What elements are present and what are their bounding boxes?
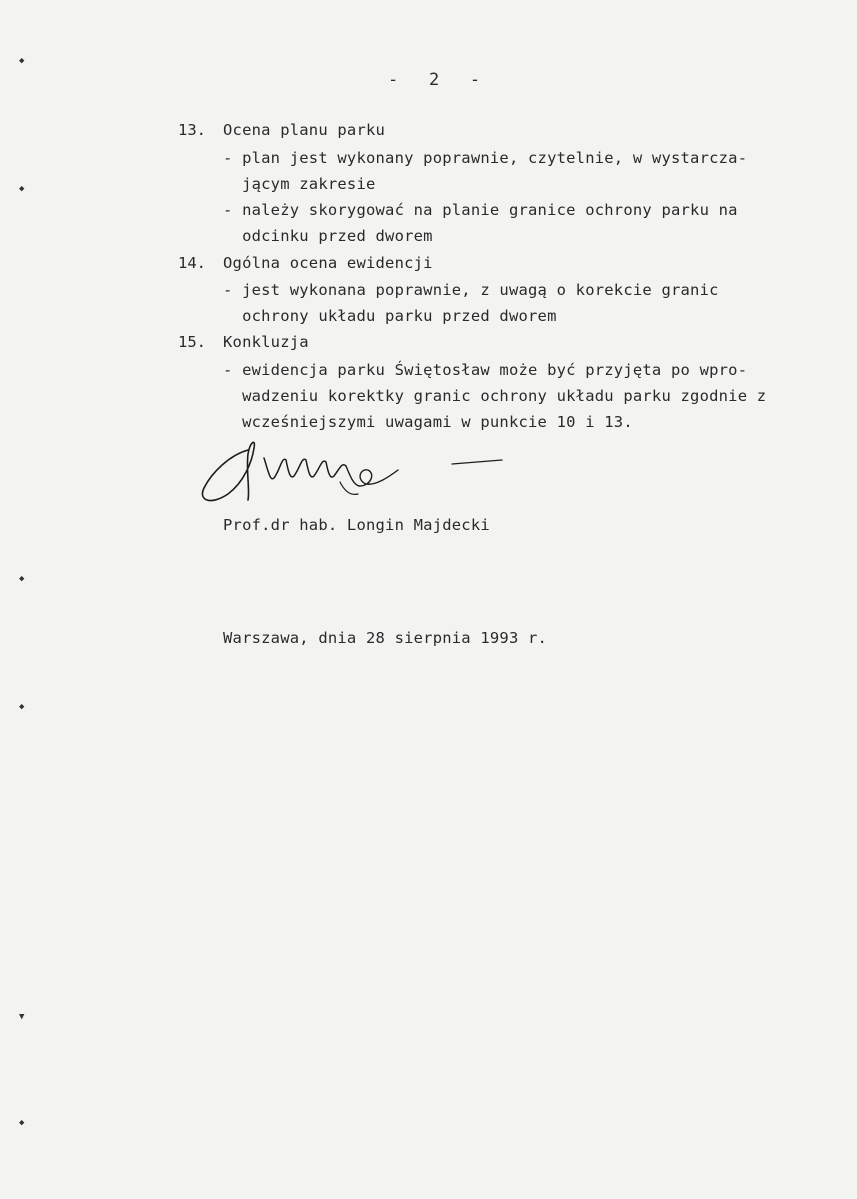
section-line: wadzeniu korektky granic ochrony układu parku zgodnie z bbox=[223, 387, 767, 405]
section-line: odcinku przed dworem bbox=[223, 227, 433, 245]
place-and-date: Warszawa, dnia 28 sierpnia 1993 r. bbox=[223, 629, 548, 647]
section-number: 15. bbox=[178, 333, 206, 351]
margin-mark: ◆ bbox=[19, 56, 25, 66]
signer-name: Prof.dr hab. Longin Majdecki bbox=[223, 516, 490, 534]
section-heading: Konkluzja bbox=[223, 333, 309, 351]
section-heading: Ogólna ocena ewidencji bbox=[223, 254, 433, 272]
page-number: - 2 - bbox=[388, 70, 481, 90]
section-line: - należy skorygować na planie granice ochrony parku na bbox=[223, 201, 738, 219]
handwritten-signature bbox=[190, 420, 520, 520]
margin-mark: ◆ bbox=[19, 702, 25, 712]
section-line: - ewidencja parku Świętosław może być przyjęta po wpro- bbox=[223, 361, 748, 379]
section-line: ochrony układu parku przed dworem bbox=[223, 307, 557, 325]
margin-mark: ◆ bbox=[19, 1118, 25, 1128]
section-number: 14. bbox=[178, 254, 206, 272]
section-line: wcześniejszymi uwagami w punkcie 10 i 13. bbox=[223, 413, 633, 431]
margin-mark: ◆ bbox=[19, 574, 25, 584]
margin-mark: ▼ bbox=[19, 1012, 25, 1022]
section-line: jącym zakresie bbox=[223, 175, 376, 193]
margin-mark: ◆ bbox=[19, 184, 25, 194]
section-line: - plan jest wykonany poprawnie, czytelnie, w wystarcza- bbox=[223, 149, 748, 167]
section-line: - jest wykonana poprawnie, z uwagą o korekcie granic bbox=[223, 281, 719, 299]
section-heading: Ocena planu parku bbox=[223, 121, 386, 139]
section-number: 13. bbox=[178, 121, 206, 139]
